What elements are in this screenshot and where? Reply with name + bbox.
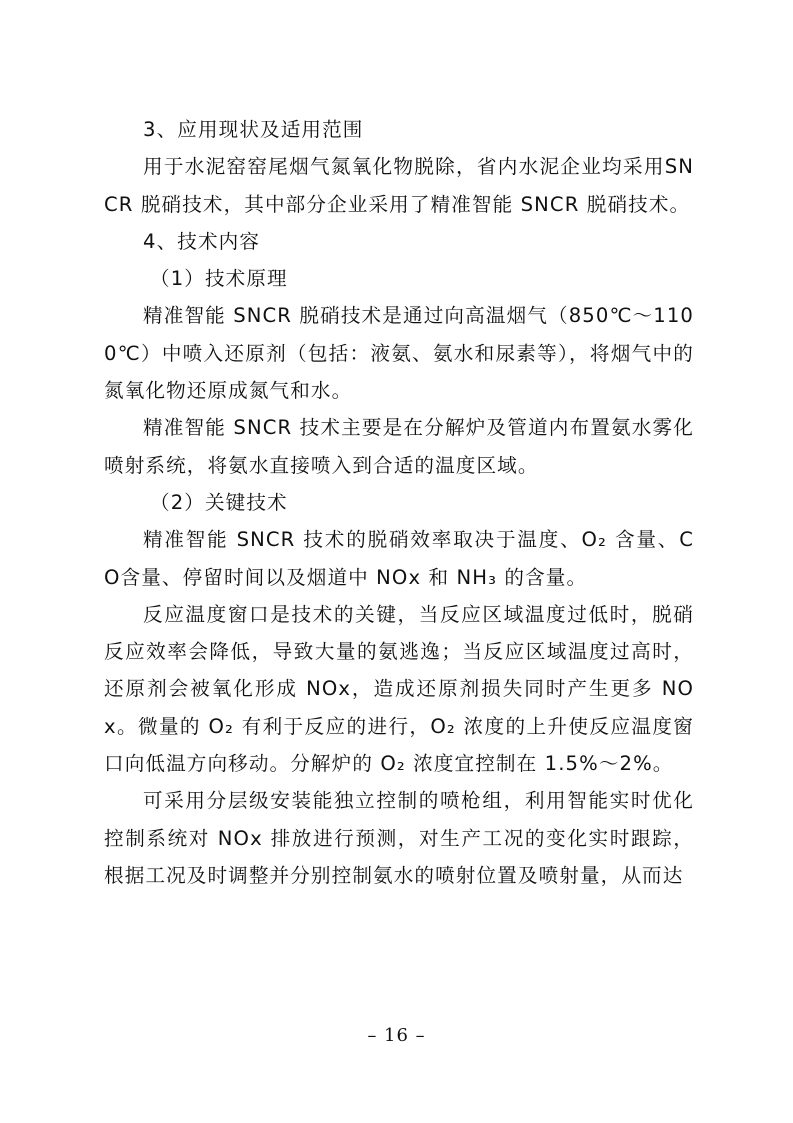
- subheading-key-technology: （2）关键技术: [150, 490, 288, 514]
- paragraph-principle-1: 精准智能 SNCR 脱硝技术是通过向高温烟气（850℃～1100℃）中喷入还原剂（包括：液氨、氨水和尿素等），将烟气中的氮氧化物还原成氮气和水。: [104, 304, 694, 403]
- paragraph-application-scope: 用于水泥窑窑尾烟气氮氧化物脱除，省内水泥企业均采用SNCR 脱硝技术，其中部分企业采用了精准智能 SNCR 脱硝技术。: [104, 155, 694, 216]
- paragraph-key-tech-3: 可采用分层级安装能独立控制的喷枪组，利用智能实时优化控制系统对 NOx 排放进行预测，对生产工况的变化实时跟踪，根据工况及时调整并分别控制氨水的喷射位置及喷射量，从而达: [104, 789, 694, 887]
- paragraph-key-tech-2: 反应温度窗口是技术的关键，当反应区域温度过低时，脱硝反应效率会降低，导致大量的氨逃逸；当反应区域温度过高时，还原剂会被氧化形成 NOx，造成还原剂损失同时产生更多 NOx。微量的 O₂ 有利于反应的进行，O₂ 浓度的上升使反应温度窗口向低温方向移动。分解炉的 O₂ 浓度宜控制在 1.5%～2%。: [104, 602, 694, 776]
- paragraph-key-tech-1: 精准智能 SNCR 技术的脱硝效率取决于温度、O₂ 含量、CO含量、停留时间以及烟道中 NOx 和 NH₃ 的含量。: [104, 528, 694, 589]
- paragraph-principle-2: 精准智能 SNCR 技术主要是在分解炉及管道内布置氨水雾化喷射系统，将氨水直接喷入到合适的温度区域。: [104, 416, 694, 477]
- section-heading-application: 3、应用现状及适用范围: [143, 118, 364, 141]
- subheading-technical-principle: （1）技术原理: [150, 267, 288, 291]
- section-heading-technical-content: 4、技术内容: [143, 229, 261, 253]
- page-number: – 16 –: [367, 1025, 426, 1046]
- document-body: [104, 111, 694, 894]
